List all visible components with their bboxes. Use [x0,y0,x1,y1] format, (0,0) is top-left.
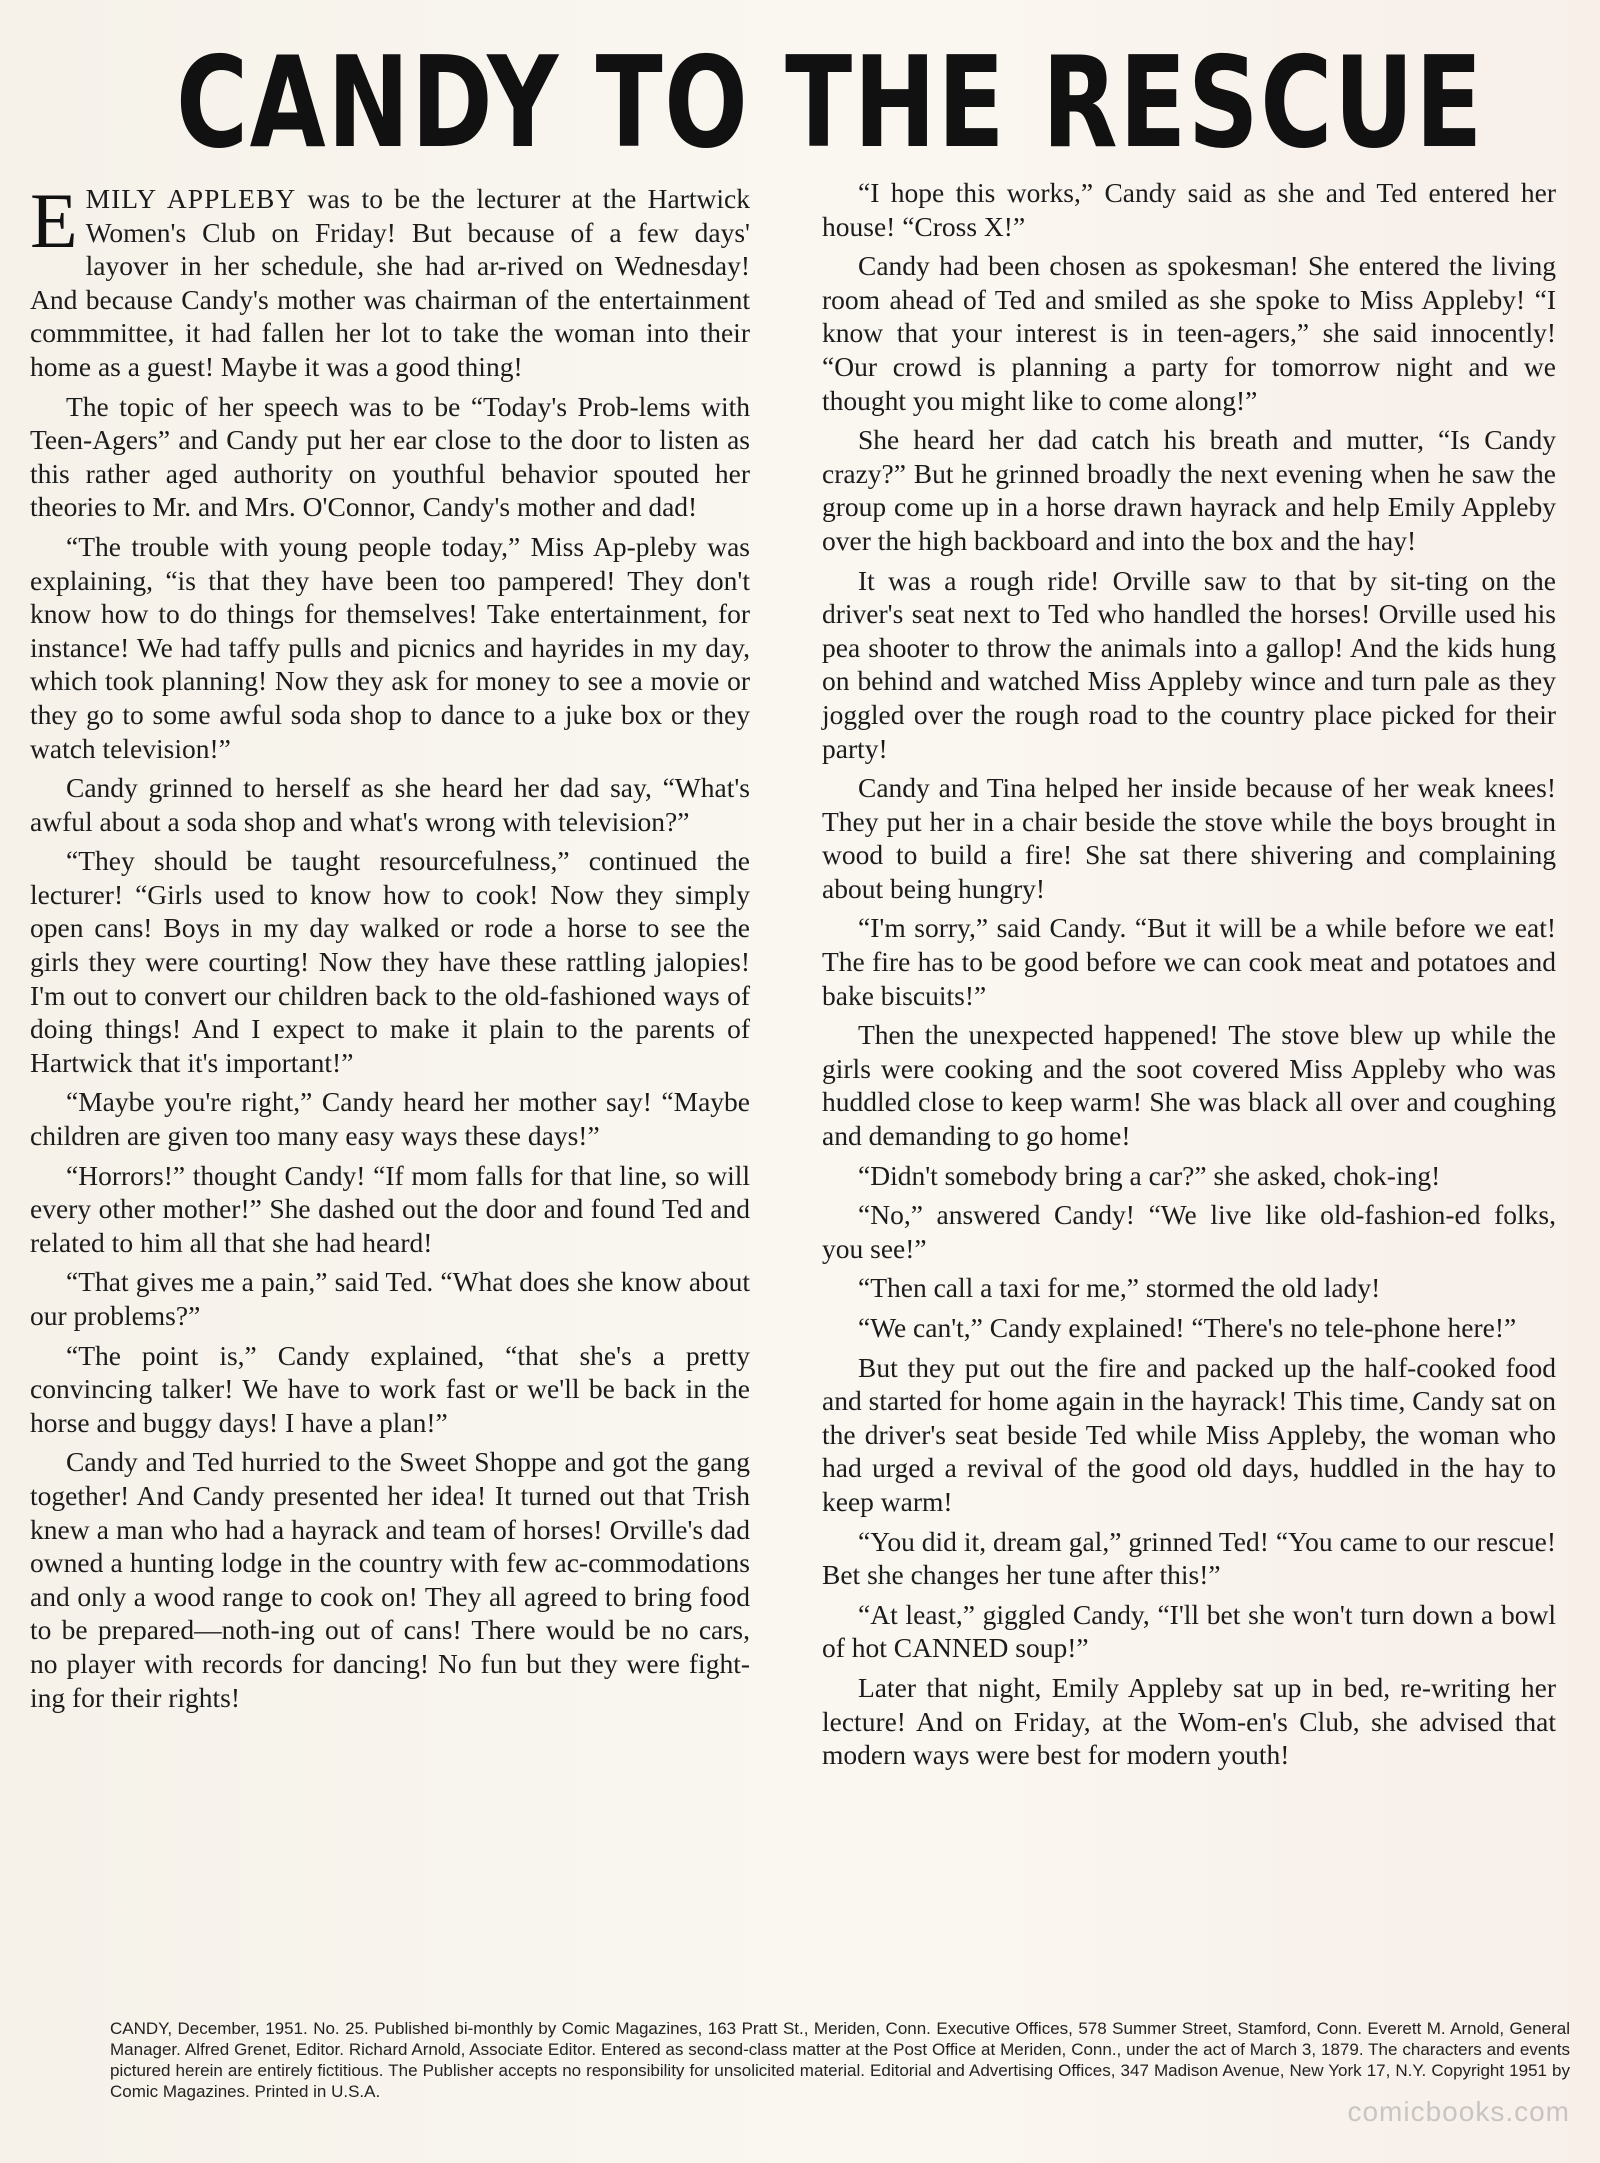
story-paragraph: “We can't,” Candy explained! “There's no tele-phone here!” [858,1312,1517,1343]
drop-cap: E [30,177,78,264]
story-column-right [822,176,1556,1778]
story-paragraph: “I hope this works,” Candy said as she and Ted entered her house! “Cross X!” [822,177,1556,242]
story-paragraph [30,177,750,384]
story-paragraph: “The point is,” Candy explained, “that she's a pretty convincing talker! We have to work fast or we'll be back in the horse and buggy days! I have a plan!” [30,1339,750,1438]
story-paragraph: Then the unexpected happened! The stove blew up while the girls were cooking and the soot covered Miss Appleby who was huddled close to keep warm! She was black all over and coughing and demanding to go home! [822,1019,1556,1152]
story-paragraph: Candy and Ted hurried to the Sweet Shoppe and got the gang together! And Candy presented her idea! It turned out that Trish knew a man who had a hayrack and team of horses! Orville's dad owned a hunting lodge in the country with few ac-commodations and only a wood range to cook on! They all agreed to bring food to be prepared—noth-ing out of cans! There would be no cars, no player with records for dancing! No fun but they were fight-ing for their rights! [30,1446,750,1713]
lead-caps: MILY APPLEBY [85,183,297,214]
story-paragraph: “They should be taught resourcefulness,” continued the lecturer! “Girls used to know how to cook! Now they simply open cans! Boys in my day walked or rode a horse to see the girls they were courting! Now they have these rattling jalopies! I'm out to convert our children back to the old-fashioned ways of doing things! And I expect to make it plain to the parents of Hartwick that it's important!” [30,845,750,1078]
site-watermark: comicbooks.com [1347,2096,1570,2127]
story-paragraph: Candy had been chosen as spokesman! She entered the living room ahead of Ted and smiled as she spoke to Miss Appleby! “I know that your interest is in teen-agers,” she said innocently! “Our crowd is planning a party for tomorrow night and we thought you might like to come along!” [822,250,1556,416]
story-paragraph: Candy grinned to herself as she heard her dad say, “What's awful about a soda shop and what's wrong with television?” [30,772,750,837]
story-paragraph: It was a rough ride! Orville saw to that by sit-ting on the driver's seat next to Ted who handled the horses! Orville used his pea shooter to throw the animals into a gallop! And the kids hung on behind and watched Miss Appleby wince and turn pale as they joggled over the rough road to the country place picked for their party! [822,564,1556,764]
story-paragraph: The topic of her speech was to be “Today's Prob-lems with Teen-Agers” and Candy put her ear close to the door to listen as this rather aged authority on youthful behavior spouted her theories to Mr. and Mrs. O'Connor, Candy's mother and dad! [30,390,750,523]
story-paragraph: But they put out the fire and packed up the half-cooked food and started for home again in the hayrack! This time, Candy sat on the driver's seat beside Ted while Miss Appleby, the woman who had urged a revival of the good old days, huddled in the hay to keep warm! [822,1351,1556,1517]
story-paragraph: Candy and Tina helped her inside because of her weak knees! They put her in a chair beside the stove while the boys brought in wood to build a fire! She sat there shivering and complaining about being hungry! [822,772,1556,904]
story-paragraph: “Didn't somebody bring a car?” she asked, chok-ing! [858,1159,1441,1191]
story-paragraph: “I'm sorry,” said Candy. “But it will be a while before we eat! The fire has to be good before we can cook meat and potatoes and bake biscuits!” [822,912,1556,1011]
story-paragraph: “The trouble with young people today,” Miss Ap-pleby was explaining, “is that they have been too pampered! They don't know how to do things for themselves! Take entertainment, for instance! We had taffy pulls and picnics and hayrides in my day, which took planning! Now they ask for money to see a movie or they go to some awful soda shop to dance to a juke box or they watch television!” [30,530,750,764]
story-paragraph: “You did it, dream gal,” grinned Ted! “You came to our rescue! Bet she changes her tune after this!” [822,1525,1556,1591]
story-paragraph: “At least,” giggled Candy, “I'll bet she won't turn down a bowl of hot CANNED soup!” [822,1598,1556,1664]
story-paragraph: “No,” answered Candy! “We live like old-fashion-ed folks, you see!” [822,1199,1556,1264]
story-paragraph: “Then call a taxi for me,” stormed the old lady! [858,1272,1381,1304]
story-paragraph: Later that night, Emily Appleby sat up in bed, re-writing her lecture! And on Friday, at the Wom-en's Club, she advised that modern ways were best for modern youth! [822,1671,1556,1771]
story-paragraph: “Horrors!” thought Candy! “If mom falls for that line, so will every other mother!” She dashed out the door and found Ted and related to him all that she had heard! [30,1159,750,1258]
publication-indicia: CANDY, December, 1951. No. 25. Published bi-monthly by Comic Magazines, 163 Pratt St., Meriden, Conn. Executive Offices, 578 Summer Street, Stamford, Conn. Everett M. Arnold, General Manager. Alfred Grenet, Editor. Richard Arnold, Associate Editor. Entered as second-class matter at the Post Office at Meriden, Conn., under the act of March 3, 1879. The characters and events pictured herein are entirely fictitious. The Publisher accepts no responsibility for unsolicited material. Editorial and Advertising Offices, 347 Madison Avenue, New York 17, N.Y. Copyright 1951 by Comic Magazines. Printed in U.S.A. [110,2019,1570,2101]
story-paragraph: She heard her dad catch his breath and mutter, “Is Candy crazy?” But he grinned broadly the next evening when he saw the group come up in a horse drawn hayrack and help Emily Appleby over the high backboard and into the box and the hay! [822,424,1556,556]
story-column-left [30,177,750,1720]
page-title: CANDY TO THE RESCUE [176,29,1485,176]
story-paragraph: “Maybe you're right,” Candy heard her mother say! “Maybe children are given too many easy ways these days!” [30,1086,750,1152]
story-paragraph: “That gives me a pain,” said Ted. “What does she know about our problems?” [30,1266,750,1331]
paragraph-text: was to be the lecturer at the Hartwick Women's Club on Friday! But because of a few days' layover in her schedule, she had ar-rived on Wednesday! And because Candy's mother was chairman of the entertainment commmittee, it had fallen her lot to take the woman into their home as a guest! Maybe it was a good thing! [30,183,750,382]
